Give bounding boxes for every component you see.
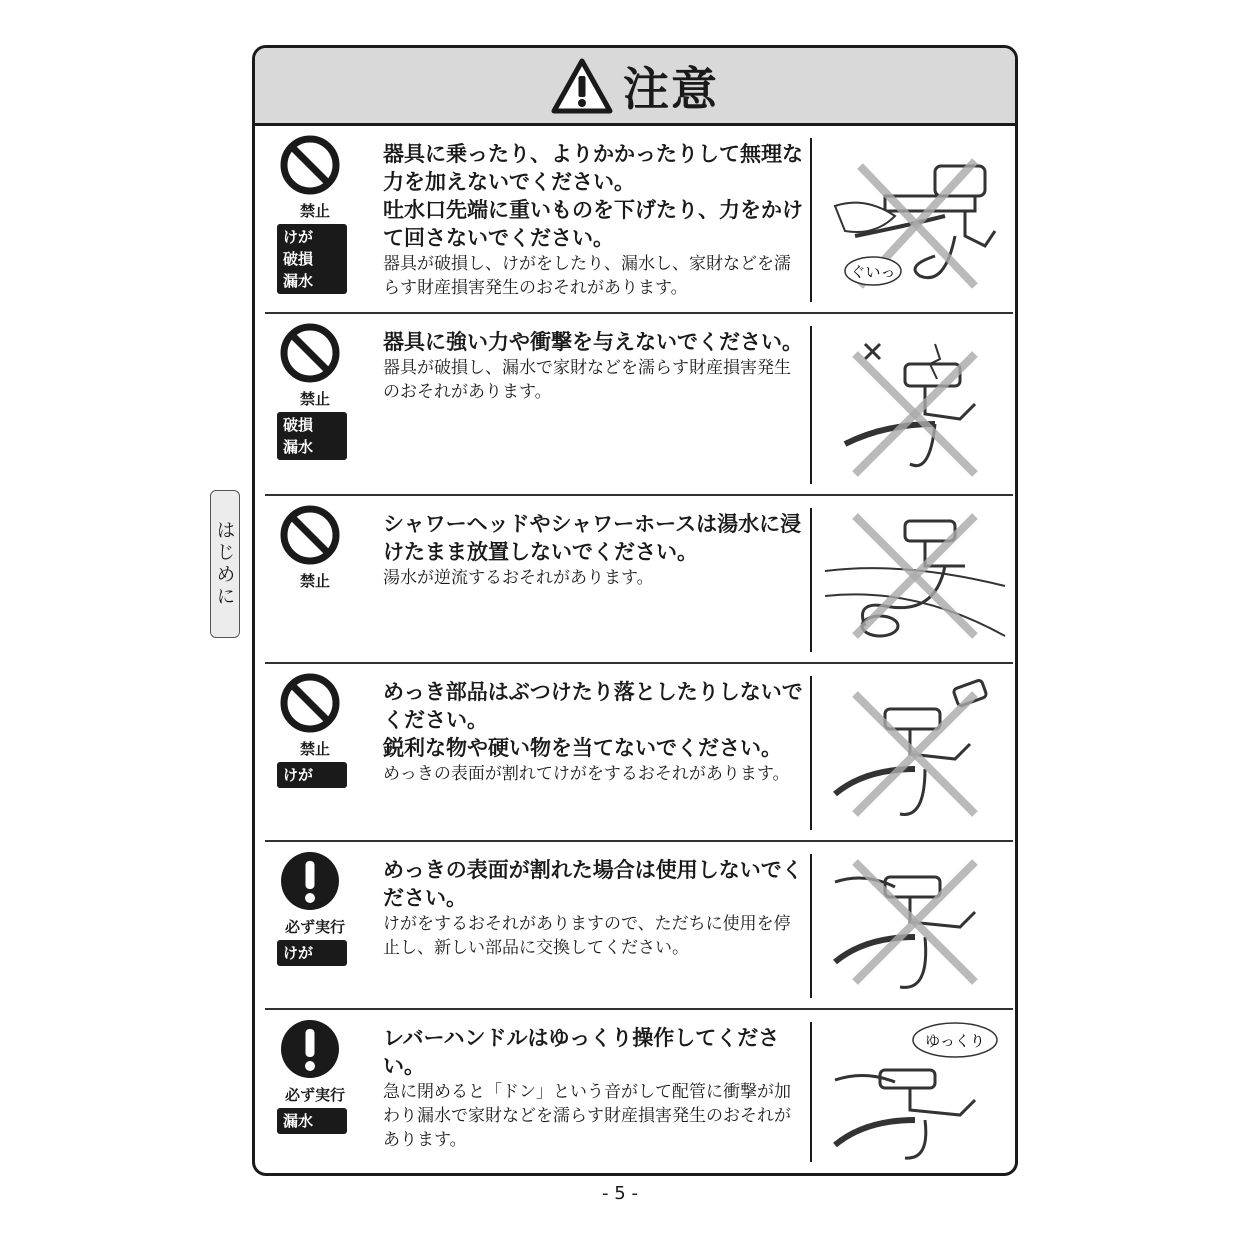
symbol-label: 禁止 xyxy=(299,390,330,408)
mandatory-icon xyxy=(279,850,341,912)
prohibited-icon xyxy=(279,504,341,566)
instruction-reason: 器具が破損し、けがをしたり、漏水し、家財などを濡らす財産損害発生のおそれがあります。 xyxy=(383,254,791,298)
instruction-reason: 急に閉めると「ドン」という音がして配管に衝撃が加わり漏水で家財などを濡らす財産損害発生のおそれがあります。 xyxy=(383,1082,791,1150)
section-tab[interactable] xyxy=(210,490,240,638)
divider xyxy=(810,326,812,484)
faucet-lean-illustration xyxy=(825,136,1010,301)
illustration-caption: ゆっくり xyxy=(925,1032,985,1050)
caution-item-5 xyxy=(265,842,1013,1010)
symbol-label: 禁止 xyxy=(299,572,330,590)
plating-hit-illustration xyxy=(825,674,1010,830)
caution-item-1 xyxy=(265,126,1013,314)
divider xyxy=(810,854,812,998)
instruction-reason: 器具が破損し、漏水で家財などを濡らす財産損害発生のおそれがあります。 xyxy=(383,358,791,402)
instruction-bold: 器具に乗ったり、よりかかったりして無理な力を加えないでください。 xyxy=(383,142,803,194)
instruction-bold: レバーハンドルはゆっくり操作してください。 xyxy=(383,1026,780,1078)
mandatory-icon xyxy=(279,1018,341,1080)
instruction-reason: 湯水が逆流するおそれがあります。 xyxy=(383,568,654,588)
divider xyxy=(810,508,812,652)
prohibited-icon xyxy=(279,134,341,196)
instruction-bold: めっきの表面が割れた場合は使用しないでください。 xyxy=(383,858,803,910)
caution-item-6 xyxy=(265,1010,1013,1173)
symbol-label: 必ず実行 xyxy=(284,918,345,936)
divider xyxy=(810,1022,812,1162)
divider xyxy=(810,138,812,302)
hazard-tag: 破損 漏水 xyxy=(277,412,347,460)
symbol-label: 禁止 xyxy=(299,740,330,758)
illustration-caption: ぐいっ xyxy=(850,263,896,281)
warning-triangle-icon xyxy=(551,58,613,114)
page-title: 注意 xyxy=(623,61,719,116)
page-number: - 5 - xyxy=(602,1183,638,1204)
instruction-bold-2: 鋭利な物や硬い物を当てないでください。 xyxy=(383,736,782,760)
section-tab-label: はじめに xyxy=(213,520,236,608)
cracked-plating-illustration xyxy=(825,852,1010,1000)
instruction-bold: めっき部品はぶつけたり落としたりしないでください。 xyxy=(383,680,803,732)
shower-submerged-illustration xyxy=(825,506,1010,654)
hazard-tag: けが 破損 漏水 xyxy=(277,224,347,294)
instruction-bold: シャワーヘッドやシャワーホースは湯水に浸けたまま放置しないでください。 xyxy=(383,512,802,564)
instruction-bold: 器具に強い力や衝撃を与えないでください。 xyxy=(383,330,803,354)
symbol-label: 必ず実行 xyxy=(284,1086,345,1104)
prohibited-icon xyxy=(279,322,341,384)
hazard-tag: けが xyxy=(277,940,347,966)
prohibited-icon xyxy=(279,672,341,734)
symbol-label: 禁止 xyxy=(299,202,330,220)
instruction-reason: めっきの表面が割れてけがをするおそれがあります。 xyxy=(383,764,790,784)
caution-frame xyxy=(252,45,1018,1176)
divider xyxy=(810,676,812,830)
caution-item-2 xyxy=(265,314,1013,496)
caution-header xyxy=(255,48,1015,126)
instruction-reason: けがをするおそれがありますので、ただちに使用を停止し、新しい部品に交換してください。 xyxy=(383,914,791,958)
instruction-bold-2: 吐水口先端に重いものを下げたり、力をかけて回さないでください。 xyxy=(383,198,803,250)
caution-item-3 xyxy=(265,496,1013,664)
hazard-tag: けが xyxy=(277,762,347,788)
faucet-impact-illustration xyxy=(825,324,1010,484)
hazard-tag: 漏水 xyxy=(277,1108,347,1134)
caution-item-4 xyxy=(265,664,1013,842)
lever-slowly-illustration xyxy=(825,1020,1010,1165)
